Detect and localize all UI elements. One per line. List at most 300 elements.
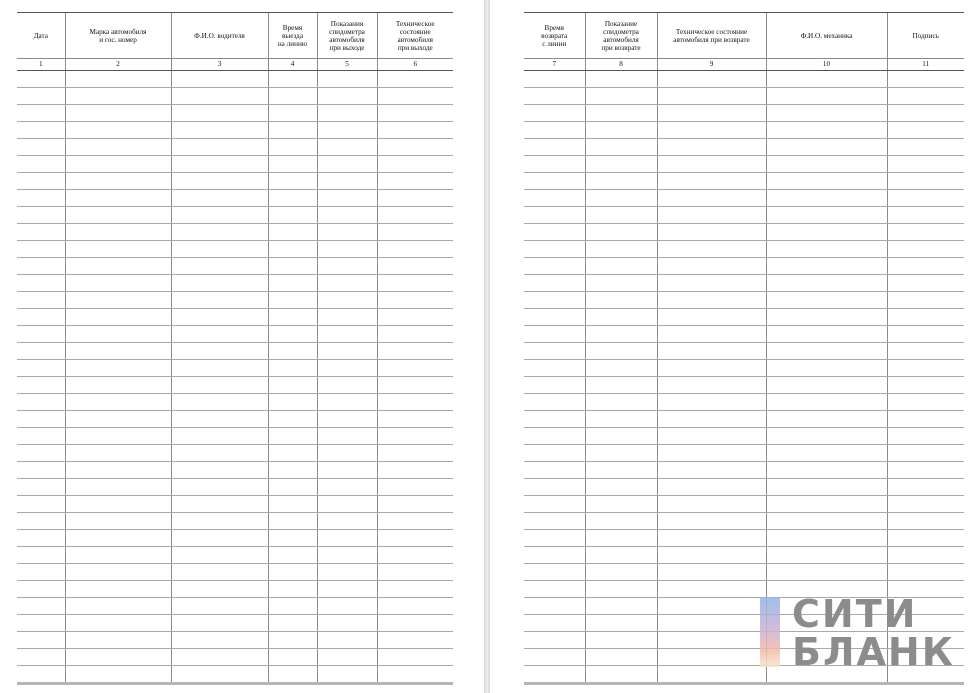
blank-cell [171, 258, 268, 275]
blank-cell [268, 462, 317, 479]
journal-blank-row [17, 258, 453, 275]
blank-cell [887, 360, 964, 377]
blank-cell [524, 343, 585, 360]
blank-cell [65, 411, 171, 428]
blank-cell [171, 88, 268, 105]
blank-cell [17, 190, 65, 207]
blank-cell [17, 343, 65, 360]
blank-cell [65, 496, 171, 513]
blank-cell [65, 513, 171, 530]
blank-cell [657, 88, 766, 105]
blank-cell [766, 258, 887, 275]
blank-cell [887, 258, 964, 275]
blank-cell [585, 581, 657, 598]
blank-cell [17, 122, 65, 139]
journal-blank-row [17, 479, 453, 496]
blank-cell [657, 241, 766, 258]
blank-cell [585, 547, 657, 564]
blank-cell [17, 275, 65, 292]
blank-cell [268, 666, 317, 684]
journal-blank-row [17, 649, 453, 666]
blank-cell [524, 666, 585, 684]
journal-blank-row [524, 411, 964, 428]
blank-cell [268, 71, 317, 88]
blank-cell [65, 258, 171, 275]
journal-blank-row [17, 513, 453, 530]
blank-cell [171, 513, 268, 530]
blank-cell [524, 241, 585, 258]
logo-text-line-1: СИТИ [792, 592, 918, 636]
blank-cell [657, 105, 766, 122]
blank-cell [317, 411, 377, 428]
blank-cell [585, 275, 657, 292]
blank-cell [585, 649, 657, 666]
blank-cell [585, 411, 657, 428]
blank-cell [657, 615, 766, 632]
blank-cell [766, 360, 887, 377]
left-journal-table [17, 12, 453, 685]
column-number: 9 [657, 59, 766, 71]
blank-cell [766, 547, 887, 564]
blank-cell [268, 275, 317, 292]
header-driver-name: Ф.И.О. водителя [171, 13, 268, 59]
journal-blank-row [17, 394, 453, 411]
blank-cell [377, 105, 453, 122]
blank-cell [657, 632, 766, 649]
journal-blank-row [17, 598, 453, 615]
blank-cell [377, 343, 453, 360]
blank-cell [317, 632, 377, 649]
blank-cell [65, 632, 171, 649]
blank-cell [171, 360, 268, 377]
blank-cell [585, 377, 657, 394]
blank-cell [887, 190, 964, 207]
blank-cell [887, 309, 964, 326]
blank-cell [171, 547, 268, 564]
blank-cell [317, 377, 377, 394]
journal-blank-row [17, 632, 453, 649]
blank-cell [766, 105, 887, 122]
blank-cell [17, 71, 65, 88]
blank-cell [317, 122, 377, 139]
blank-cell [377, 190, 453, 207]
blank-cell [65, 224, 171, 241]
blank-cell [657, 547, 766, 564]
journal-blank-row [524, 224, 964, 241]
journal-blank-row [524, 547, 964, 564]
blank-cell [17, 377, 65, 394]
blank-cell [585, 241, 657, 258]
blank-cell [17, 360, 65, 377]
journal-blank-row [524, 530, 964, 547]
blank-cell [524, 411, 585, 428]
blank-cell [766, 71, 887, 88]
blank-cell [766, 445, 887, 462]
blank-cell [317, 479, 377, 496]
blank-cell [524, 632, 585, 649]
blank-cell [524, 156, 585, 173]
blank-cell [657, 581, 766, 598]
blank-cell [317, 428, 377, 445]
blank-cell [17, 411, 65, 428]
journal-blank-row [17, 156, 453, 173]
blank-cell [17, 309, 65, 326]
blank-cell [377, 224, 453, 241]
blank-cell [887, 377, 964, 394]
blank-cell [65, 309, 171, 326]
blank-cell [171, 377, 268, 394]
blank-cell [585, 445, 657, 462]
blank-cell [887, 547, 964, 564]
logo-text-line-2: БЛАНК [792, 630, 955, 674]
blank-cell [377, 241, 453, 258]
blank-cell [17, 649, 65, 666]
left-page [0, 0, 484, 693]
blank-cell [524, 615, 585, 632]
journal-blank-row [17, 377, 453, 394]
journal-blank-row [17, 581, 453, 598]
journal-blank-row [17, 309, 453, 326]
journal-blank-row [524, 139, 964, 156]
blank-cell [524, 224, 585, 241]
blank-cell [268, 258, 317, 275]
blank-cell [585, 292, 657, 309]
blank-cell [766, 207, 887, 224]
blank-cell [171, 173, 268, 190]
blank-cell [317, 581, 377, 598]
blank-cell [377, 88, 453, 105]
journal-blank-row [17, 224, 453, 241]
blank-cell [766, 309, 887, 326]
blank-cell [585, 326, 657, 343]
blank-cell [317, 190, 377, 207]
blank-cell [65, 564, 171, 581]
blank-cell [171, 666, 268, 684]
blank-cell [887, 326, 964, 343]
blank-cell [585, 360, 657, 377]
journal-blank-row [524, 105, 964, 122]
blank-cell [17, 547, 65, 564]
blank-cell [766, 156, 887, 173]
blank-cell [887, 479, 964, 496]
blank-cell [65, 462, 171, 479]
blank-cell [171, 394, 268, 411]
journal-blank-row [17, 445, 453, 462]
blank-cell [766, 275, 887, 292]
blank-cell [766, 139, 887, 156]
blank-cell [65, 530, 171, 547]
blank-cell [524, 258, 585, 275]
blank-cell [317, 71, 377, 88]
blank-cell [377, 513, 453, 530]
blank-cell [657, 598, 766, 615]
blank-cell [377, 632, 453, 649]
journal-blank-row [17, 71, 453, 88]
blank-cell [17, 428, 65, 445]
blank-cell [524, 479, 585, 496]
blank-cell [377, 207, 453, 224]
blank-cell [657, 411, 766, 428]
blank-cell [377, 275, 453, 292]
blank-cell [317, 309, 377, 326]
header-odometer-return: Показание спидометра автомобиля при возврате [585, 13, 657, 59]
blank-cell [887, 394, 964, 411]
blank-cell [317, 105, 377, 122]
blank-cell [524, 275, 585, 292]
journal-blank-row [524, 122, 964, 139]
journal-blank-row [524, 156, 964, 173]
blank-cell [524, 309, 585, 326]
blank-cell [657, 139, 766, 156]
journal-blank-row [17, 122, 453, 139]
blank-cell [766, 428, 887, 445]
blank-cell [377, 122, 453, 139]
blank-cell [887, 275, 964, 292]
journal-blank-row [524, 275, 964, 292]
blank-cell [377, 462, 453, 479]
blank-cell [524, 428, 585, 445]
blank-cell [887, 71, 964, 88]
blank-cell [377, 411, 453, 428]
blank-cell [657, 530, 766, 547]
blank-cell [585, 105, 657, 122]
blank-cell [317, 241, 377, 258]
blank-cell [585, 632, 657, 649]
blank-cell [65, 479, 171, 496]
blank-cell [657, 292, 766, 309]
blank-cell [887, 139, 964, 156]
right-page [490, 0, 978, 693]
column-number: 5 [317, 59, 377, 71]
blank-cell [171, 581, 268, 598]
blank-cell [585, 309, 657, 326]
blank-cell [524, 377, 585, 394]
column-number: 2 [65, 59, 171, 71]
blank-cell [268, 241, 317, 258]
blank-cell [171, 530, 268, 547]
blank-cell [524, 445, 585, 462]
blank-cell [657, 156, 766, 173]
blank-cell [317, 139, 377, 156]
blank-cell [171, 105, 268, 122]
blank-cell [317, 564, 377, 581]
blank-cell [887, 496, 964, 513]
blank-cell [766, 122, 887, 139]
blank-cell [65, 241, 171, 258]
blank-cell [585, 598, 657, 615]
blank-cell [17, 258, 65, 275]
header-odometer-departure: Показания спидометра автомобиля при выходе [317, 13, 377, 59]
blank-cell [268, 122, 317, 139]
blank-cell [268, 564, 317, 581]
blank-cell [171, 462, 268, 479]
blank-cell [268, 411, 317, 428]
journal-blank-row [524, 479, 964, 496]
blank-cell [657, 666, 766, 684]
blank-cell [377, 428, 453, 445]
journal-blank-row [524, 445, 964, 462]
journal-blank-row [524, 292, 964, 309]
blank-cell [171, 632, 268, 649]
blank-cell [171, 139, 268, 156]
header-condition-departure: Техническое состояние автомобиля при выходе [377, 13, 453, 59]
blank-cell [268, 428, 317, 445]
blank-cell [17, 241, 65, 258]
blank-cell [585, 190, 657, 207]
blank-cell [17, 326, 65, 343]
blank-cell [17, 513, 65, 530]
journal-blank-row [17, 411, 453, 428]
blank-cell [171, 598, 268, 615]
header-signature: Подпись [887, 13, 964, 59]
blank-cell [317, 224, 377, 241]
blank-cell [524, 547, 585, 564]
blank-cell [17, 105, 65, 122]
blank-cell [377, 360, 453, 377]
blank-cell [317, 530, 377, 547]
blank-cell [65, 156, 171, 173]
blank-cell [317, 292, 377, 309]
blank-cell [17, 530, 65, 547]
blank-cell [766, 462, 887, 479]
blank-cell [65, 292, 171, 309]
blank-cell [377, 139, 453, 156]
blank-cell [887, 462, 964, 479]
blank-cell [377, 258, 453, 275]
column-number: 1 [17, 59, 65, 71]
blank-cell [524, 564, 585, 581]
blank-cell [65, 377, 171, 394]
header-date: Дата [17, 13, 65, 59]
header-mechanic-name: Ф.И.О. механика [766, 13, 887, 59]
blank-cell [657, 258, 766, 275]
blank-cell [585, 71, 657, 88]
blank-cell [766, 343, 887, 360]
blank-cell [585, 88, 657, 105]
header-row [524, 13, 964, 59]
blank-cell [65, 343, 171, 360]
header-return-time: Время возврата с линии [524, 13, 585, 59]
blank-cell [377, 156, 453, 173]
journal-blank-row [524, 496, 964, 513]
column-number-row [524, 59, 964, 71]
blank-cell [657, 173, 766, 190]
blank-cell [317, 649, 377, 666]
blank-cell [171, 156, 268, 173]
blank-cell [766, 377, 887, 394]
blank-cell [171, 343, 268, 360]
blank-cell [17, 156, 65, 173]
blank-cell [317, 462, 377, 479]
blank-cell [65, 394, 171, 411]
blank-cell [585, 343, 657, 360]
blank-cell [171, 411, 268, 428]
blank-cell [524, 292, 585, 309]
blank-cell [317, 615, 377, 632]
blank-cell [585, 173, 657, 190]
blank-cell [524, 513, 585, 530]
blank-cell [317, 496, 377, 513]
logo-gradient-bar [760, 597, 780, 667]
blank-cell [17, 394, 65, 411]
journal-blank-row [17, 666, 453, 684]
blank-cell [377, 377, 453, 394]
journal-blank-row [524, 394, 964, 411]
blank-cell [268, 360, 317, 377]
blank-cell [524, 105, 585, 122]
blank-cell [171, 207, 268, 224]
journal-blank-row [17, 241, 453, 258]
blank-cell [65, 666, 171, 684]
blank-cell [171, 224, 268, 241]
blank-cell [524, 88, 585, 105]
blank-cell [171, 190, 268, 207]
journal-blank-row [524, 88, 964, 105]
blank-cell [268, 326, 317, 343]
journal-blank-row [524, 462, 964, 479]
header-condition-return: Техническое состояние автомобиля при возврате [657, 13, 766, 59]
blank-cell [17, 564, 65, 581]
column-number: 11 [887, 59, 964, 71]
blank-cell [766, 513, 887, 530]
blank-cell [657, 326, 766, 343]
blank-cell [268, 377, 317, 394]
blank-cell [317, 360, 377, 377]
blank-cell [657, 224, 766, 241]
blank-cell [657, 309, 766, 326]
blank-cell [65, 326, 171, 343]
journal-blank-row [17, 88, 453, 105]
journal-blank-row [524, 190, 964, 207]
blank-cell [65, 190, 171, 207]
blank-cell [65, 275, 171, 292]
blank-cell [65, 649, 171, 666]
blank-cell [887, 173, 964, 190]
blank-cell [171, 326, 268, 343]
blank-cell [657, 564, 766, 581]
blank-cell [171, 241, 268, 258]
blank-cell [585, 122, 657, 139]
blank-cell [524, 394, 585, 411]
blank-cell [657, 428, 766, 445]
journal-blank-row [524, 564, 964, 581]
blank-cell [524, 122, 585, 139]
blank-cell [887, 292, 964, 309]
blank-cell [65, 105, 171, 122]
journal-blank-row [524, 309, 964, 326]
blank-cell [657, 343, 766, 360]
blank-cell [585, 258, 657, 275]
blank-cell [268, 496, 317, 513]
blank-cell [17, 581, 65, 598]
blank-cell [317, 275, 377, 292]
column-number: 8 [585, 59, 657, 71]
blank-cell [766, 292, 887, 309]
blank-cell [377, 581, 453, 598]
blank-cell [268, 224, 317, 241]
blank-cell [766, 326, 887, 343]
journal-blank-row [17, 615, 453, 632]
blank-cell [657, 649, 766, 666]
blank-cell [65, 139, 171, 156]
blank-cell [766, 241, 887, 258]
journal-blank-row [17, 275, 453, 292]
journal-blank-row [17, 564, 453, 581]
blank-cell [524, 530, 585, 547]
blank-cell [65, 615, 171, 632]
blank-cell [317, 258, 377, 275]
blank-cell [585, 479, 657, 496]
